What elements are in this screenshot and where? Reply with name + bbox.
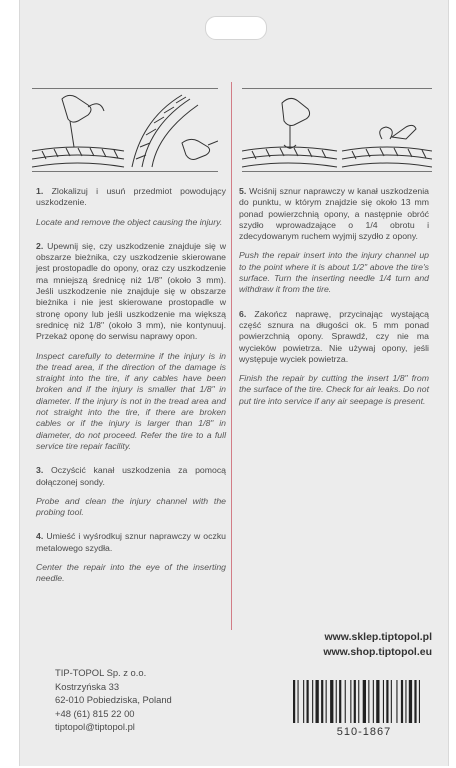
company-email[interactable]: tiptopol@tiptopol.pl [55,721,135,732]
inserting-needle-icon [242,89,432,171]
company-phone: +48 (61) 815 22 00 [55,707,135,719]
company-city: 62-010 Pobiedziska, Poland [55,694,172,705]
website-shop-pl[interactable]: www.sklep.tiptopol.pl [324,631,432,643]
step-4 [36,531,226,584]
barcode-bar [330,680,333,723]
step-text-pl: Oczyścić kanał uszkodzenia za pomocą dołączonej sondy. [36,465,226,487]
instructions-right [239,186,429,420]
illustration-strip-right [242,88,432,172]
barcode-bar [386,680,388,723]
step-text-pl: Zakończ naprawę, przycinając wystającą część sznura na długości ok. 5 mm ponad powierzchnią opony. Sprawdź, czy nie ma wycieków powietrza. Nie używaj opony, jeśli występuje wyciek powietrza. [239,308,429,364]
barcode-bar [401,680,403,723]
barcode-bar [298,680,299,723]
product-code: 510-1867 [336,726,392,738]
barcode-bar [350,680,351,723]
step-text-en: Probe and clean the injury channel with the probing tool. [36,495,226,518]
step-1 [36,186,226,228]
barcode-bar [391,680,392,723]
company-street: Kostrzyńska 33 [55,680,120,692]
barcode-bar [345,680,346,723]
barcode-bar [307,680,309,723]
company-address [55,666,172,734]
step-text-pl: Upewnij się, czy uszkodzenie znajduje się w obszarze bieżnika, czy uszkodzenie skierowane jest prostopadle do opony, oraz czy uszkodzenie ma mniejszą średnicę niż 1/8" (około 3 mm). Jeśli uszkodzenie nie znajduje się w obszarze bieżnika i nie jest skierowane prostopadle w stronę opony lub jeśli uszkodzenie ma większą srednicę niż 1/8" (około 3 mm), nie kontynuuj. Przekaż oponę do serwisu naprawy opon. [36,240,226,342]
step-text-pl: Umieść i wyśrodkuj sznur naprawczy w oczku metalowego szydła. [36,531,226,553]
step-5 [239,186,429,296]
illustration-strip-left [32,88,218,172]
barcode-bar [354,680,356,723]
instructions-left [36,186,226,598]
step-number: 6. [239,308,247,319]
step-6 [239,309,429,407]
barcode-bar [419,680,420,723]
barcode-bar [383,680,384,723]
websites [272,630,432,660]
step-number: 1. [36,186,44,196]
barcode-bar [396,680,397,723]
barcode-bar [409,680,412,723]
barcode-bar [303,680,304,723]
barcode-bar [312,680,313,723]
step-number: 4. [36,531,44,542]
packaging-card [19,0,449,766]
barcode [291,680,437,723]
step-number: 5. [239,186,247,196]
barcode-bar [373,680,374,723]
barcode-bar [358,680,359,723]
hang-hole [205,16,267,40]
barcode-bar [321,680,323,723]
step-number: 2. [36,240,44,251]
step-3 [36,465,226,518]
barcode-bar [368,680,369,723]
hand-removing-object-icon [32,89,218,171]
company-name: TIP-TOPOL Sp. z o.o. [55,667,147,678]
barcode-bar [405,680,406,723]
barcode-bar [326,680,327,723]
step-number: 3. [36,465,44,476]
step-text-en: Finish the repair by cutting the insert 1/8" from the surface of the tire. Check for air leaks. Do not put tire into service if any air seepage is present. [239,373,429,406]
step-text-en: Inspect carefully to determine if the injury is in the tread area, if the direction of the damage is straight into the tire, if any cables have been broken and if the injury is smaller that 1/8" in diameter. If the injury is not in the tread area and not straight into the tire, if there are broken cables or if the injury is larger than 1/8" in diameter, do not proceed. Refer the tire to a full service tire repair facility. [36,350,226,451]
barcode-bar [376,680,379,723]
barcode-bar [316,680,319,723]
step-2 [36,241,226,452]
step-text-pl: Wciśnij sznur naprawczy w kanał uszkodzenia do punktu, w którym znajdzie się około 13 mm ponad powierzchnią opony, a następnie obróć szydło wprowadzające o 1/4 obrotu i zdecydowanym ruchem wyjmij szydło z opony. [239,186,429,242]
barcode-bar [336,680,337,723]
step-text-en: Locate and remove the object causing the injury. [36,216,223,227]
barcode-bar [293,680,295,723]
step-text-pl: Zlokalizuj i usuń przedmiot powodujący uszkodzenie. [36,186,226,208]
barcode-bar [363,680,366,723]
center-divider [231,82,232,630]
barcode-bar [339,680,341,723]
website-shop-eu[interactable]: www.shop.tiptopol.eu [323,646,432,658]
barcode-bar [414,680,416,723]
step-text-en: Push the repair insert into the injury channel up to the point where it is about 1/2" above the tire's surface. Turn the inserting needle 1/4 turn and withdraw it from the tire. [239,250,429,295]
step-text-en: Center the repair into the eye of the inserting needle. [36,562,226,584]
